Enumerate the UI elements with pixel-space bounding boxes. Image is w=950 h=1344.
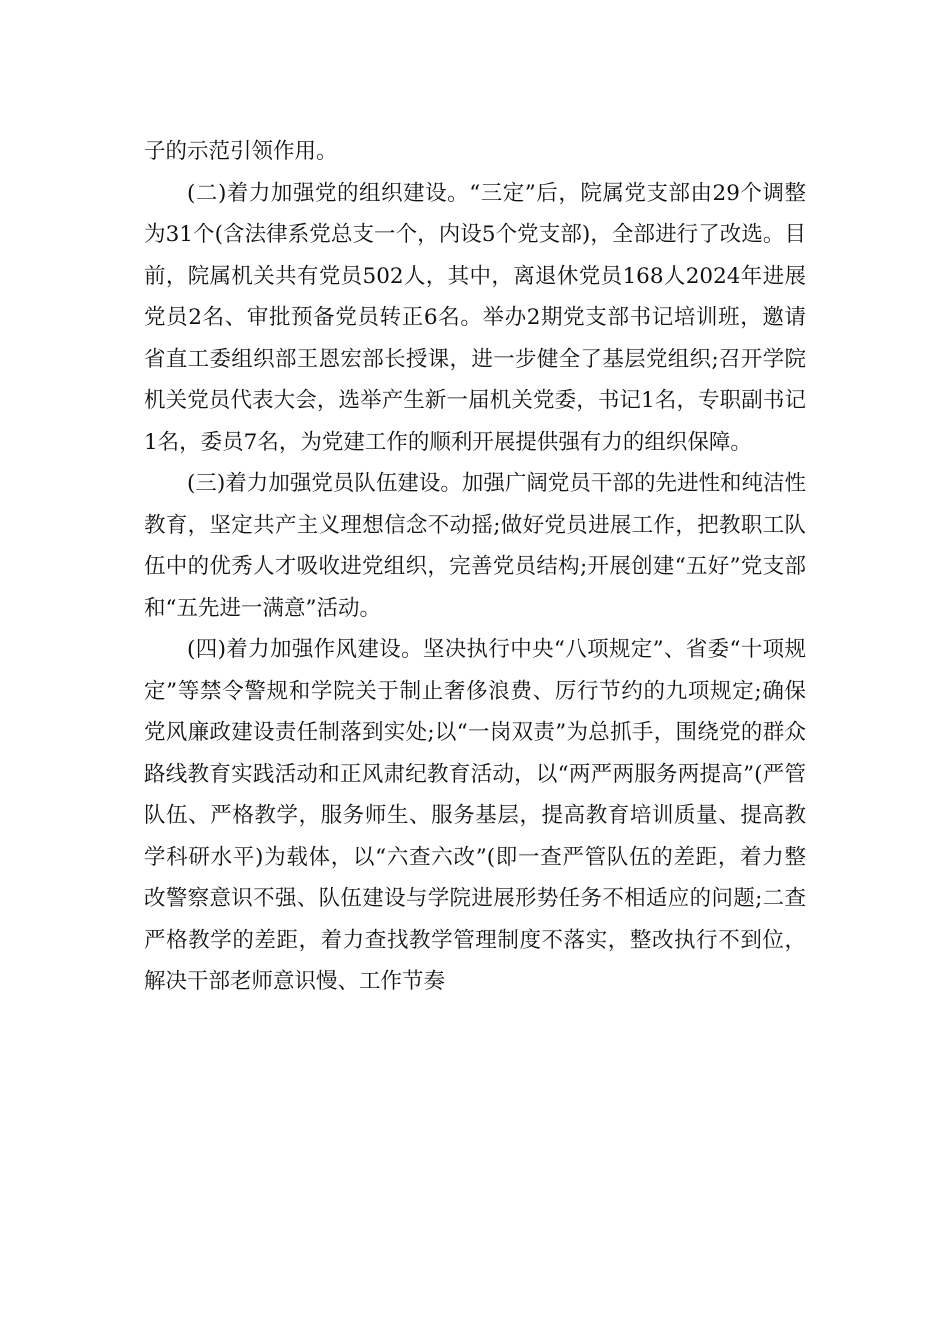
paragraph-organization-building: (二)着力加强党的组织建设。“三定”后，院属党支部由29个调整为31个(含法律系党总支一个，内设5个党支部)，全部进行了改选。目前，院属机关共有党员502人，其中，离退休党员168人2024年进展党员2名、审批预备党员转正6名。举办2期党支部书记培训班，邀请省直工委组织部王恩宏部长授课，进一步健全了基层党组织;召开学院机关党员代表大会，选举产生新一届机关党委，书记1名，专职副书记1名，委员7名，为党建工作的顺利开展提供强有力的组织保障。 [144,180,806,455]
paragraph-work-style-building: (四)着力加强作风建设。坚决执行中央“八项规定”、省委“十项规定”等禁令警规和学院关于制止奢侈浪费、厉行节约的九项规定;确保党风廉政建设责任制落到实处;以“一岗双责”为总抓手，围绕党的群众路线教育实践活动和正风肃纪教育活动，以“两严两服务两提高”(严管队伍、严格教学，服务师生、服务基层，提高教育培训质量、提高教学科研水平)为载体，以“六查六改”(即一查严管队伍的差距，着力整改警察意识不强、队伍建设与学院进展形势任务不相适应的问题;二查严格教学的差距，着力查找教学管理制度不落实，整改执行不到位，解决干部老师意识慢、工作节奏 [144,637,806,994]
paragraph-member-team-building: (三)着力加强党员队伍建设。加强广阔党员干部的先进性和纯洁性教育，坚定共产主义理想信念不动摇;做好党员进展工作，把教职工队伍中的优秀人才吸收进党组织，完善党员结构;开展创建“五好”党支部和“五先进一满意”活动。 [144,471,806,621]
paragraph-continuation: 子的示范引领作用。 [144,139,338,164]
document-page [144,131,806,1003]
